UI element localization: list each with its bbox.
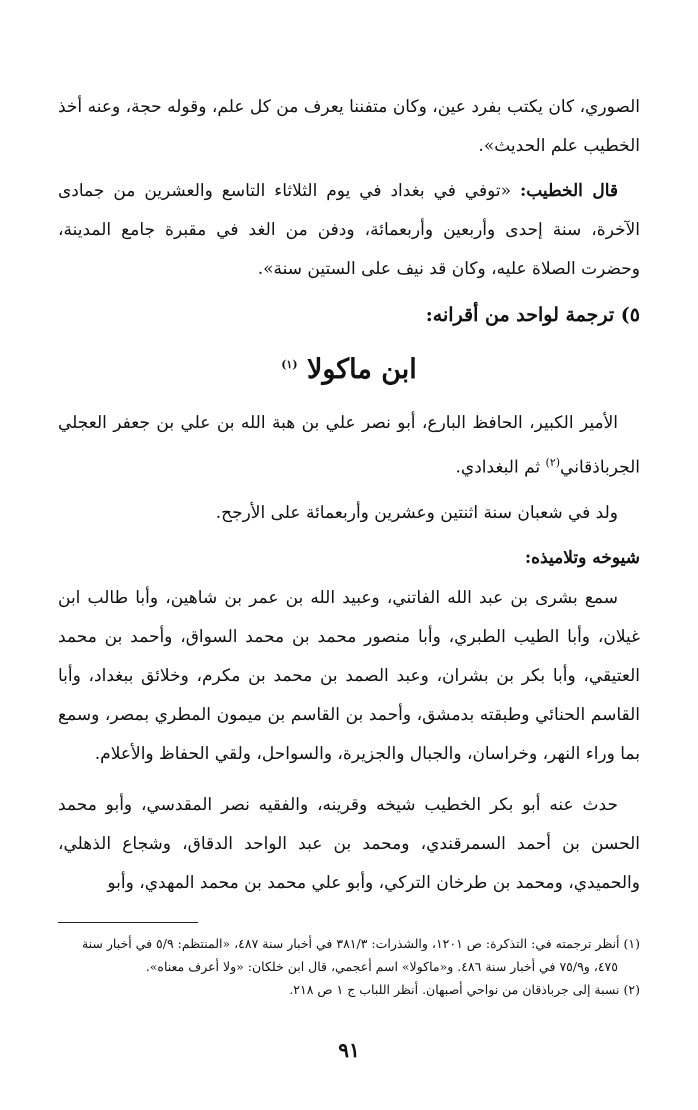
paragraph-students: حدث عنه أبو بكر الخطيب شيخه وقرينه، والفقيه نصر المقدسي، وأبو محمد الحسن بن أحمد السمرقندي، ومحمد بن عبد الواحد الدقاق، وشجاع الذهلي، والحميدي، ومحمد بن طرخان التركي، وأبو علي محمد بن محمد المهدي، وأبو: [58, 794, 640, 893]
paragraph-name: [58, 404, 640, 488]
paragraph-continuation: الصوري، كان يكتب بفرد عين، وكان متفننا يعرف من كل علم، وقوله حجة، وعنه أخذ الخطيب علم الحديث».: [58, 97, 640, 156]
footnotes: [58, 932, 640, 1001]
bio-title-text: ابن ماكولا: [306, 354, 417, 385]
footnote-ref-2: (٢): [545, 456, 561, 469]
footnote-divider: [58, 922, 198, 923]
name-text-end: ثم البغدادي.: [455, 457, 546, 478]
section-heading: ٥) ترجمة لواحد من أقرانه:: [425, 304, 640, 326]
quote-text: «توفي في بغداد في يوم الثلاثاء التاسع والعشرين من جمادى الآخرة، سنة إحدى وأربعين وأربعمائة، ودفن من الغد في مقبرة جامع المدينة، وحضرت الصلاة عليه، وكان قد نيف على الستين سنة».: [58, 181, 640, 279]
paragraph-death: [58, 172, 640, 289]
name-text: الأمير الكبير، الحافظ البارع، أبو نصر علي بن هبة الله بن علي بن جعفر العجلي الجرباذقاني: [58, 413, 640, 478]
page-number: ٩١: [338, 1038, 360, 1062]
bio-title: [58, 341, 640, 394]
quote-lead: قال الخطيب:: [519, 181, 619, 201]
paragraph-birth: ولد في شعبان سنة اثنتين وعشرين وأربعمائة على الأرجح.: [215, 502, 618, 523]
footnote-2: (٢) نسبة إلى جرباذقان من نواحي أصبهان. أنظر اللباب ج ١ ص ٢١٨.: [289, 982, 640, 997]
footnote-1: (١) أنظر ترجمته في: التذكرة: ص ١٢٠١، والشذرات: ٣٨١/٣ في أخبار سنة ٤٨٧، «المنتظم: ٥/٩ في أخبار سنة: [81, 936, 640, 951]
footnote-1-continued: ٤٧٥، و٧٥/٩ في أخبار سنة ٤٨٦. و«ماكولا» اسم أعجمي، قال ابن خلكان: «ولا أعرف معناه».: [145, 959, 618, 974]
sub-heading: شيوخه وتلاميذه:: [524, 547, 640, 568]
footnote-ref-1: (١): [281, 358, 298, 371]
paragraph-teachers: سمع بشرى بن عبد الله الفاتني، وعبيد الله بن عمر بن شاهين، وأبا طالب ابن غيلان، وأبا الطيب الطبري، وأبا منصور محمد بن محمد السواق، وأحمد بن محمد العتيقي، وأبا بكر بن بشران، وعبد الصمد بن محمد بن مكرم، وخلائق ببغداد، وأبا القاسم الحنائي وطبقته بدمشق، وأحمد بن القاسم بن ميمون المطري بمصر، وسمع بما وراء النهر، وخراسان، والجبال والجزيرة، والسواحل، ولقي الحفاظ والأعلام.: [58, 587, 640, 764]
main-text: [58, 88, 640, 903]
